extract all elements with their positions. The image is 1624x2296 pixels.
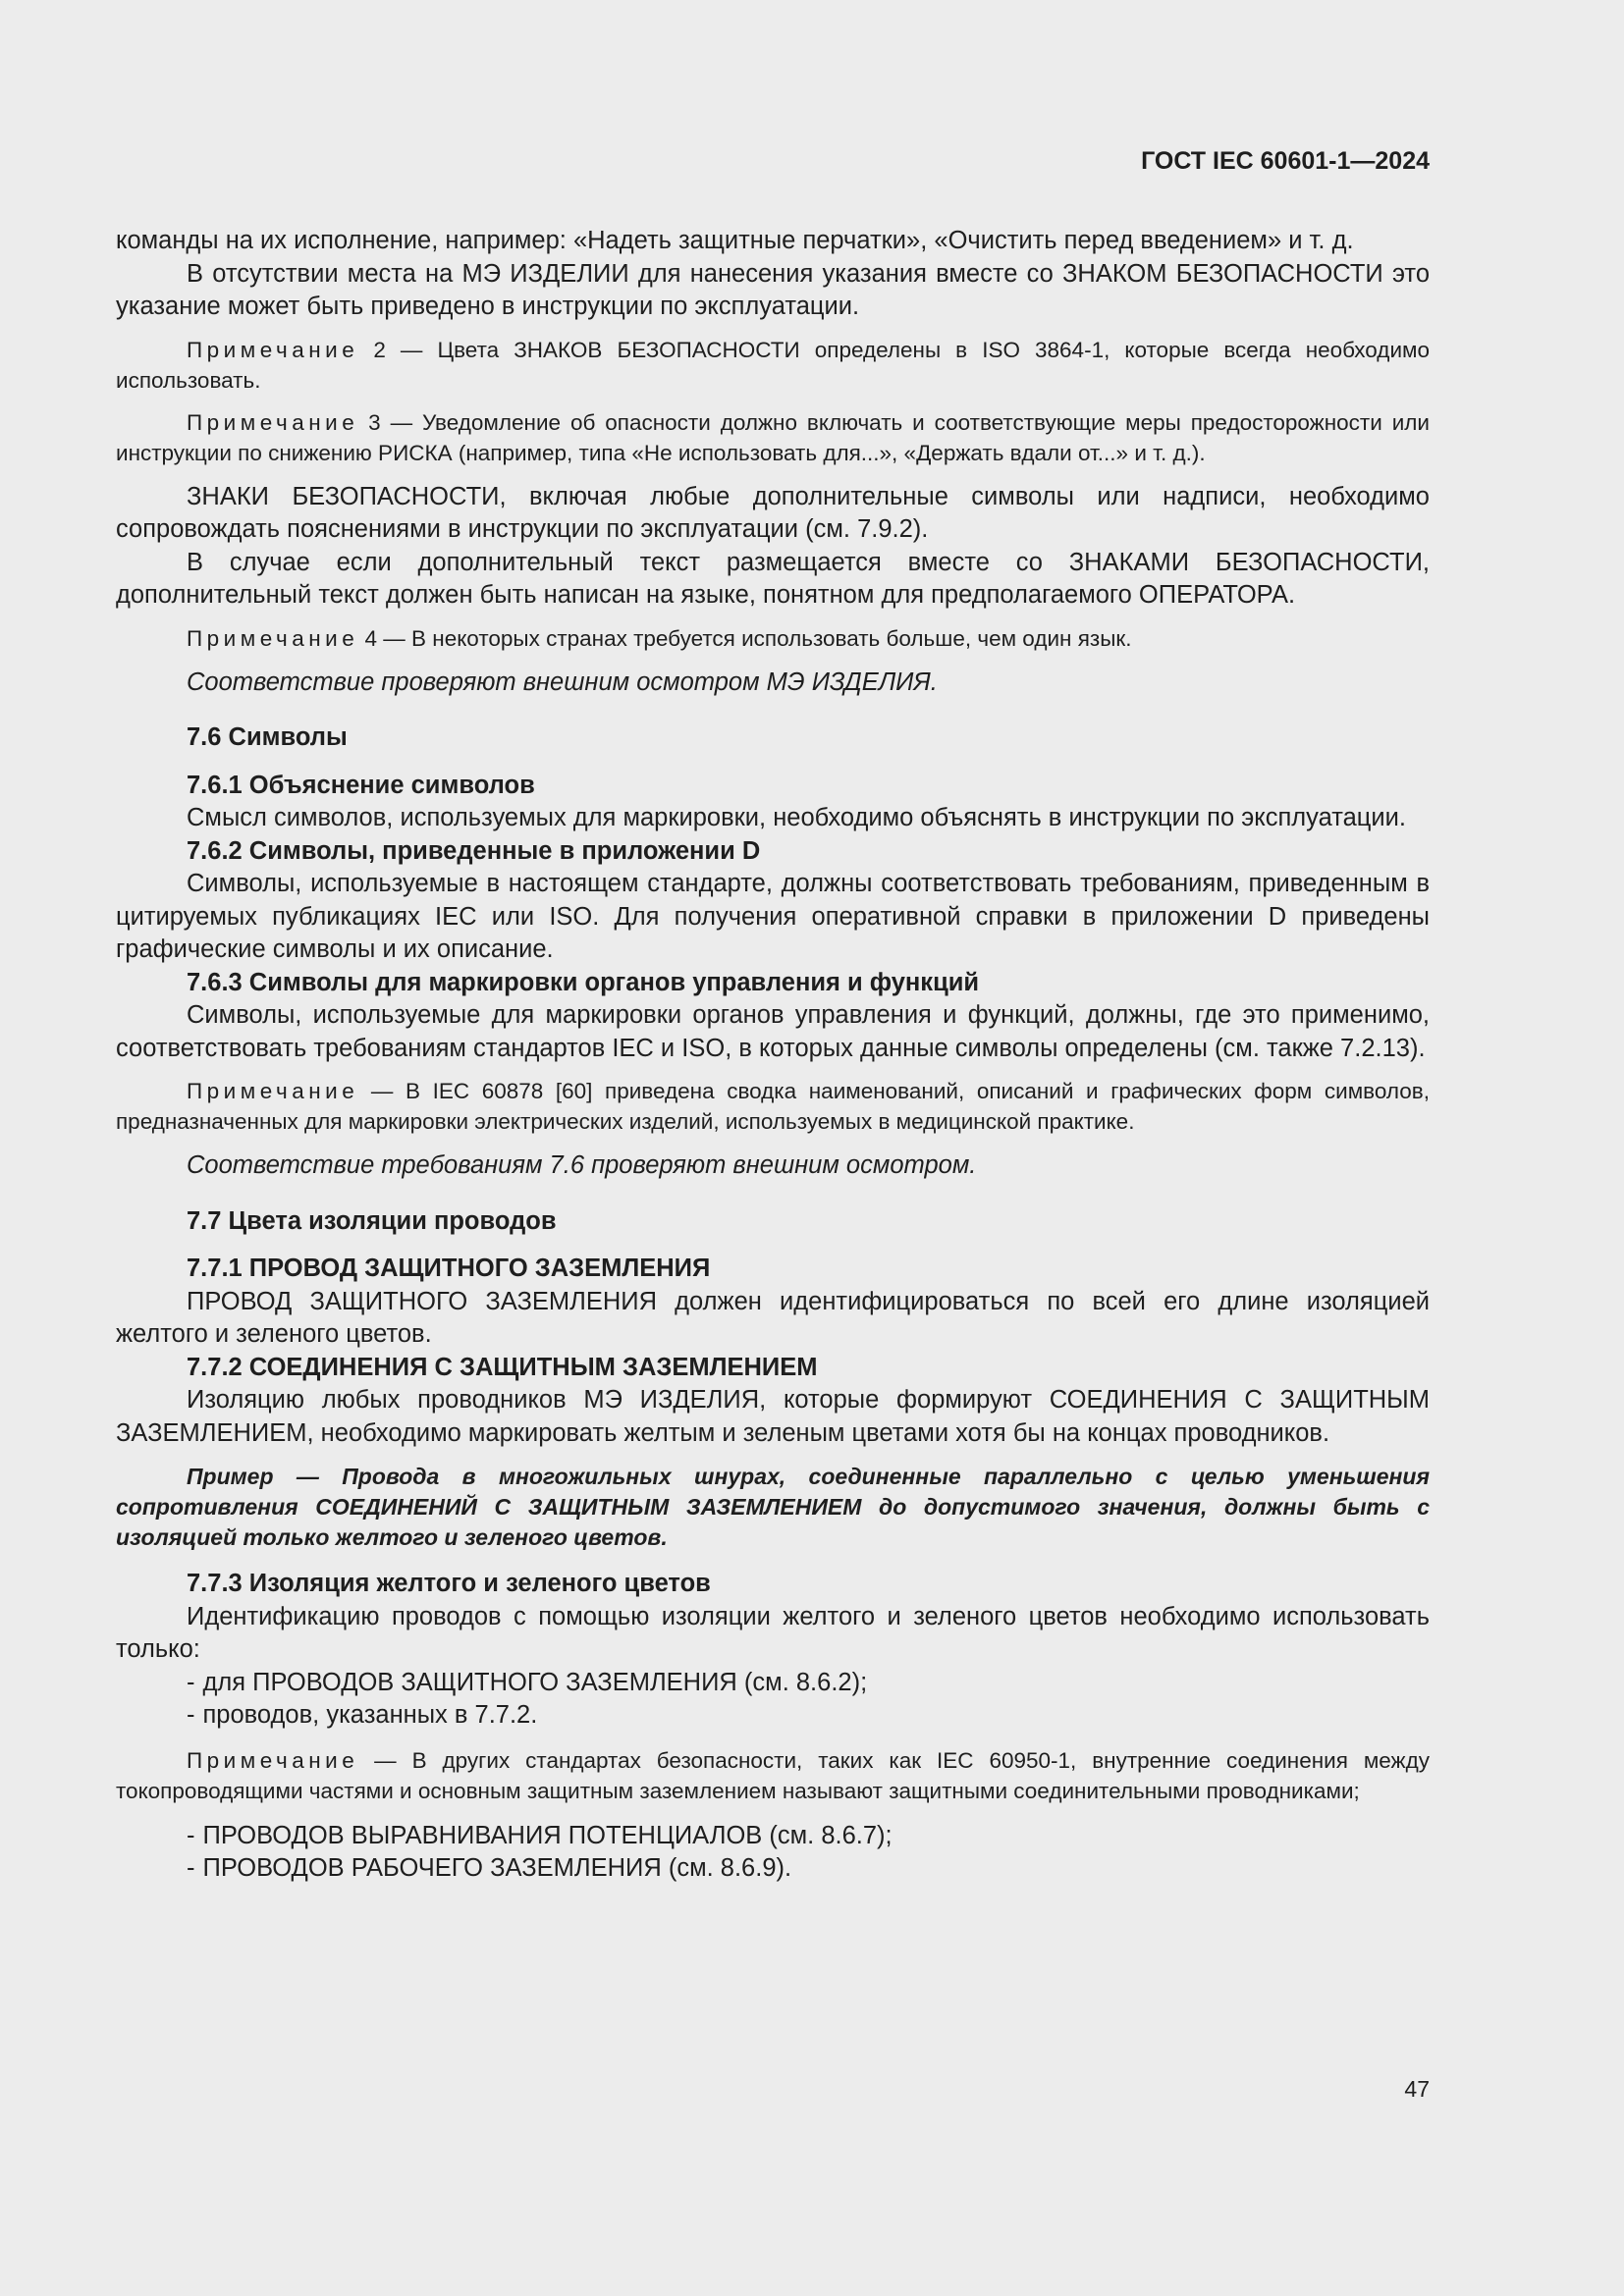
- paragraph: команды на их исполнение, например: «Надеть защитные перчатки», «Очистить перед введением» и т. д.: [116, 227, 1354, 254]
- note-text: 2 — Цвета ЗНАКОВ БЕЗОПАСНОСТИ определены в ISO 3864-1, которые всегда необходимо использовать.: [116, 337, 1430, 393]
- note: [116, 335, 1430, 396]
- dash-marker: -: [187, 1668, 195, 1696]
- note-text: 3 — Уведомление об опасности должно включать и соответствующие меры предосторожности или инструкции по снижению РИСКА (например, типа «Не использовать для...», «Держать вдали от...» и т. д.).: [116, 409, 1430, 465]
- section-heading-7-7-1: 7.7.1 ПРОВОД ЗАЩИТНОГО ЗАЗЕМЛЕНИЯ: [187, 1255, 711, 1282]
- note-text: 4 — В некоторых странах требуется использовать больше, чем один язык.: [364, 625, 1132, 651]
- section-heading-7-6-1: 7.6.1 Объяснение символов: [187, 771, 535, 799]
- section-heading-7-7: 7.7 Цвета изоляции проводов: [187, 1206, 557, 1235]
- paragraph: ПРОВОД ЗАЩИТНОГО ЗАЗЕМЛЕНИЯ должен идентифицироваться по всей его длине изоляцией желтого и зеленого цветов.: [116, 1287, 1430, 1348]
- paragraph: Символы, используемые для маркировки органов управления и функций, должны, где это применимо, соответствовать требованиям стандартов IEC и ISO, в которых данные символы определены (см. также 7.2.13).: [116, 1001, 1430, 1062]
- note-label: Примечание: [187, 337, 359, 362]
- document-body: [116, 225, 1430, 1886]
- section-heading-7-6-2: 7.6.2 Символы, приведенные в приложении D: [187, 836, 761, 865]
- paragraph: Идентификацию проводов с помощью изоляции желтого и зеленого цветов необходимо использовать только:: [116, 1602, 1430, 1663]
- page-number: 47: [1404, 2076, 1430, 2102]
- section-heading-7-6: 7.6 Символы: [187, 723, 348, 751]
- note-label: Примечание: [187, 1747, 359, 1773]
- paragraph: Смысл символов, используемых для маркировки, необходимо объяснять в инструкции по эксплуатации.: [187, 804, 1406, 831]
- list-item: - проводов, указанных в 7.7.2.: [187, 1701, 538, 1729]
- note: [116, 407, 1430, 468]
- dash-marker: -: [187, 1821, 195, 1849]
- paragraph: ЗНАКИ БЕЗОПАСНОСТИ, включая любые дополнительные символы или надписи, необходимо сопровождать пояснениями в инструкции по эксплуатации (см. 7.9.2).: [116, 482, 1430, 543]
- paragraph: В отсутствии места на МЭ ИЗДЕЛИИ для нанесения указания вместе со ЗНАКОМ БЕЗОПАСНОСТИ это указание может быть приведено в инструкции по эксплуатации.: [116, 259, 1430, 320]
- compliance-check: Соответствие проверяют внешним осмотром МЭ ИЗДЕЛИЯ.: [187, 667, 938, 696]
- note: [116, 1745, 1430, 1806]
- note-label: Примечание: [187, 625, 359, 651]
- section-heading-7-7-2: 7.7.2 СОЕДИНЕНИЯ С ЗАЩИТНЫМ ЗАЗЕМЛЕНИЕМ: [187, 1353, 818, 1381]
- paragraph: Символы, используемые в настоящем стандарте, должны соответствовать требованиям, приведенным в цитируемых публикациях IEC или ISO. Для получения оперативной справки в приложении D приведены графические символы и их описание.: [116, 870, 1430, 963]
- standard-header: ГОСТ IEC 60601-1—2024: [1141, 147, 1430, 175]
- dash-marker: -: [187, 1854, 195, 1882]
- section-heading-7-7-3: 7.7.3 Изоляция желтого и зеленого цветов: [187, 1570, 711, 1597]
- note: [116, 623, 1430, 654]
- note-label: Примечание: [187, 1079, 359, 1103]
- bullet-list: [116, 1667, 1430, 1733]
- note: [116, 1076, 1430, 1137]
- dash-marker: -: [187, 1701, 195, 1729]
- paragraph: В случае если дополнительный текст размещается вместе со ЗНАКАМИ БЕЗОПАСНОСТИ, дополнительный текст должен быть написан на языке, понятном для предполагаемого ОПЕРАТОРА.: [116, 548, 1430, 609]
- section-heading-7-6-3: 7.6.3 Символы для маркировки органов управления и функций: [187, 968, 980, 996]
- compliance-check: Соответствие требованиям 7.6 проверяют внешним осмотром.: [187, 1151, 977, 1179]
- note-label: Примечание: [187, 409, 359, 435]
- example-block: Пример — Провода в многожильных шнурах, соединенные параллельно с целью уменьшения сопротивления СОЕДИНЕНИЙ С ЗАЩИТНЫМ ЗАЗЕМЛЕНИЕМ до допустимого значения, должны быть с изоляцией только желтого и зеленого цветов.: [116, 1464, 1430, 1550]
- list-item: - ПРОВОДОВ ВЫРАВНИВАНИЯ ПОТЕНЦИАЛОВ (см. 8.6.7);: [187, 1821, 893, 1849]
- list-item: - для ПРОВОДОВ ЗАЩИТНОГО ЗАЗЕМЛЕНИЯ (см. 8.6.2);: [187, 1668, 868, 1696]
- list-item: - ПРОВОДОВ РАБОЧЕГО ЗАЗЕМЛЕНИЯ (см. 8.6.9).: [187, 1854, 792, 1882]
- bullet-list: [116, 1820, 1430, 1886]
- paragraph: Изоляцию любых проводников МЭ ИЗДЕЛИЯ, которые формируют СОЕДИНЕНИЯ С ЗАЩИТНЫМ ЗАЗЕМЛЕНИЕМ, необходимо маркировать желтым и зеленым цветами хотя бы на концах проводников.: [116, 1386, 1430, 1447]
- note-text: — В других стандартах безопасности, таких как IEC 60950-1, внутренние соединения между токопроводящими частями и основным защитным заземлением называют защитными соединительными проводниками;: [116, 1747, 1430, 1803]
- note-text: — В IEC 60878 [60] приведена сводка наименований, описаний и графических форм символов, предназначенных для маркировки электрических изделий, используемых в медицинской практике.: [116, 1079, 1430, 1134]
